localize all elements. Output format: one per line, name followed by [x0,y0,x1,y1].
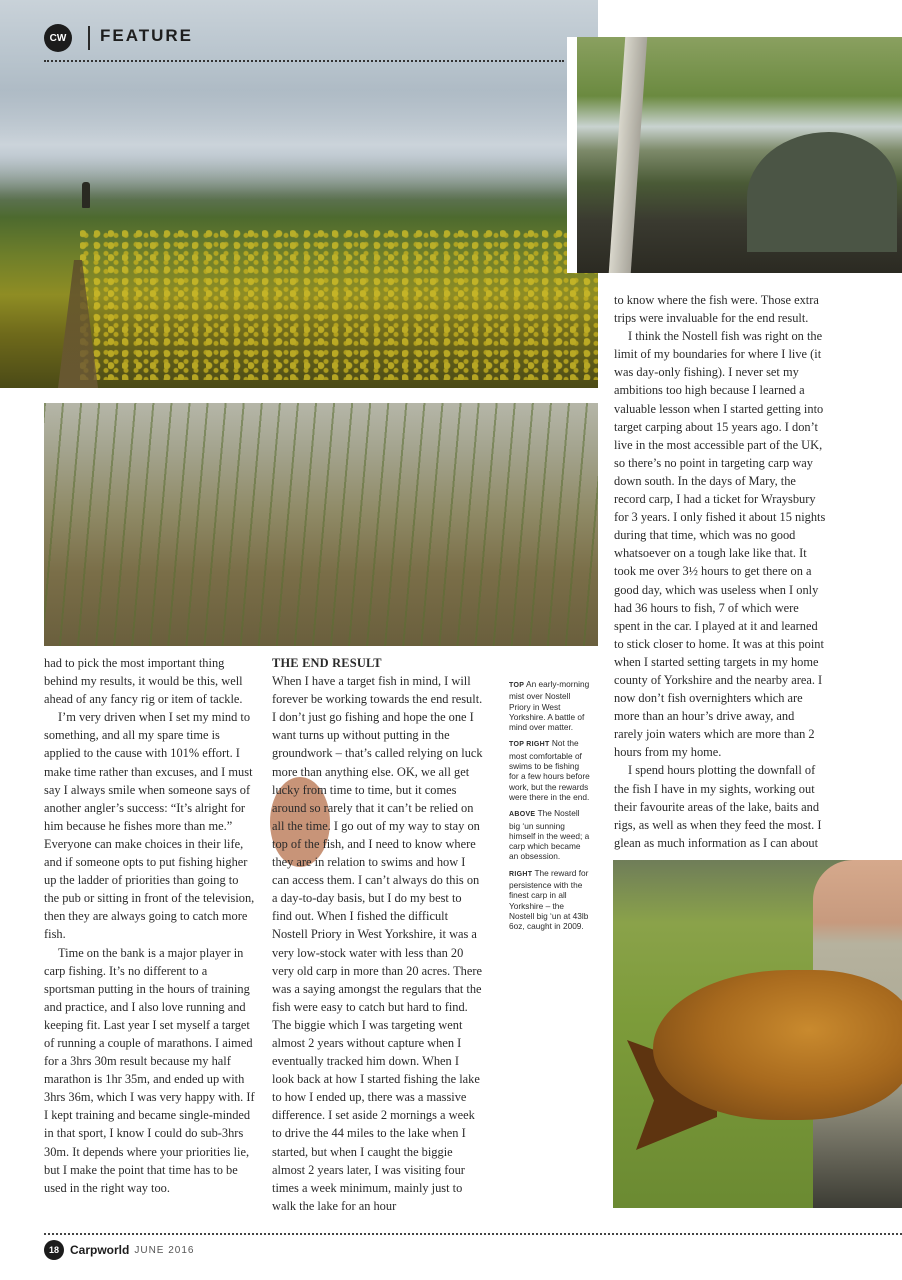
birch-tree [609,37,648,273]
angler-silhouette [82,182,90,208]
text-column-4 [614,291,826,852]
caption-text: An early-morning mist over Nostell Priory in West Yorkshire. A battle of mind over matter. [509,679,590,733]
caption-label: TOP RIGHT [509,741,550,749]
bivvy-tent [747,132,897,252]
paragraph: to know where the fish were. Those extra trips were invaluable for the end result. [614,293,819,326]
paragraph: When I have a target fish in mind, I will forever be working towards the end result. I don’t just go fishing and hope the one I want turns up without putting in the groundwork – that’s called relying on luck more than anything else. OK, we all get lucky from time to time, but it comes around so rarely that it can’t be relied on all the time. I go out of my way to stay on top of the fish, and I need to know where they are in relation to swims and how I can access them. I can’t always do this on a day-to-day basis, but I do my best to find out. When I fished the difficult Nostell Priory in West Yorkshire, it was a very low-stock water with less than 20 very old carp in more than 20 acres. There was a saying amongst the regulars that the fish were easy to catch but hard to find. The biggie which I was targeting went almost 2 years without capture when I eventually tracked him down. When I look back at how I started fishing the lake to how I ended up, there was a massive difference. I set aside 2 mornings a week to drive the 44 miles to the lake when I started, but when I caught the biggie almost 2 years later, I was visiting four times a week minimum, mainly just to walk the lake for an hour [272,674,483,1213]
reeds-overlay [44,403,598,646]
photo-tent-image [577,37,902,273]
photo-captions [509,679,591,938]
caption-right [509,868,591,932]
caption-label: RIGHT [509,870,533,878]
paragraph: had to pick the most important thing behind my results, it would be this, well ahead of any fancy rig or item of tackle. [44,656,243,707]
caption-top-right [509,738,591,802]
magazine-brand: Carpworld [70,1243,130,1257]
issue-date: JUNE 2016 [134,1244,195,1256]
cw-badge-icon: CW [44,24,72,52]
carp-body [653,970,902,1120]
paragraph: I spend hours plotting the downfall of the fish I have in my sights, working out their favourite areas of the lake, baits and rigs, as well as when they feed the most. I glean as much information as I can about [614,763,822,850]
paragraph: I’m very driven when I set my mind to something, and all my spare time is applied to the cause with 101% effort. I make time rather than excuses, and I must say I always smile when someone says of another angler’s success: “It’s alright for him because he fishes more than me.” Everyone can make choices in their life, and if someone opts to put fishing higher up the ladder of priorities than going to the pub or sitting in front of the television, then they are always going to catch more fish. [44,710,255,942]
section-label: FEATURE [100,26,194,45]
caption-above [509,808,591,861]
footer-dotted-rule [44,1233,902,1235]
caption-text: The Nostell big ‘un sunning himself in the weed; a carp which became an obsession. [509,808,590,862]
caption-text: Not the most comfortable of swims to be fishing for a few hours before work, but the rewards were there in the end. [509,738,590,802]
text-column-1 [44,654,256,1197]
paragraph: I think the Nostell fish was right on the limit of my boundaries for where I live (it was day-only fishing). I never set my ambitions too high because I learned a valuable lesson when I started getting into target carping about 15 years ago. I don’t live in the most accessible part of the UK, so there’s no point in targeting carp way down south. In the days of Mary, the record carp, I had a ticket for Wraysbury for 3 years. I only fished it about 15 nights during that time, which was no good whatsoever on a tough lake like that. It took me over 3½ hours to get there on a good day, which was useless when I only had 36 hours to fish, 7 of which were spent in the car. I played at it and learned to stick closer to home. It was at this point when I started setting targets in my home county of Yorkshire and the nearby area. I now don’t fish overnighters which are more than an hour’s drive away, and rarely join waters which are more than 2 hours from my home. [614,329,826,760]
section-header [44,20,564,64]
caption-text: The reward for persistence with the finest carp in all Yorkshire – the Nostell big ‘un at 43lb 6oz, caught in 2009. [509,867,589,932]
caption-top [509,679,591,732]
yellow-flowers [80,230,598,380]
paragraph: Time on the bank is a major player in carp fishing. It’s no different to a sportsman putting in the hours of training and practice, and I also love running and keeping fit. Last year I set myself a target of running a couple of marathons. I aimed for a 3hrs 30m result because my half marathon is 1hr 35m, and ended up with 3hrs 36m, which I was very happy with. If I kept training and became single-minded in that sport, I know I could do sub-3hrs 30m. It depends where your priorities lie, but I make the point that time has to be used in the right way too. [44,945,255,1195]
photo-tent-swim [567,37,902,273]
page-number: 18 [44,1240,64,1260]
caption-label: TOP [509,682,525,689]
text-column-2 [272,654,484,1215]
caption-label: ABOVE [509,811,536,819]
header-divider [88,26,90,50]
header-dotted-rule [44,60,564,62]
subheading: THE END RESULT [272,656,382,670]
photo-angler-carp [613,860,902,1208]
page-footer [44,1240,194,1260]
